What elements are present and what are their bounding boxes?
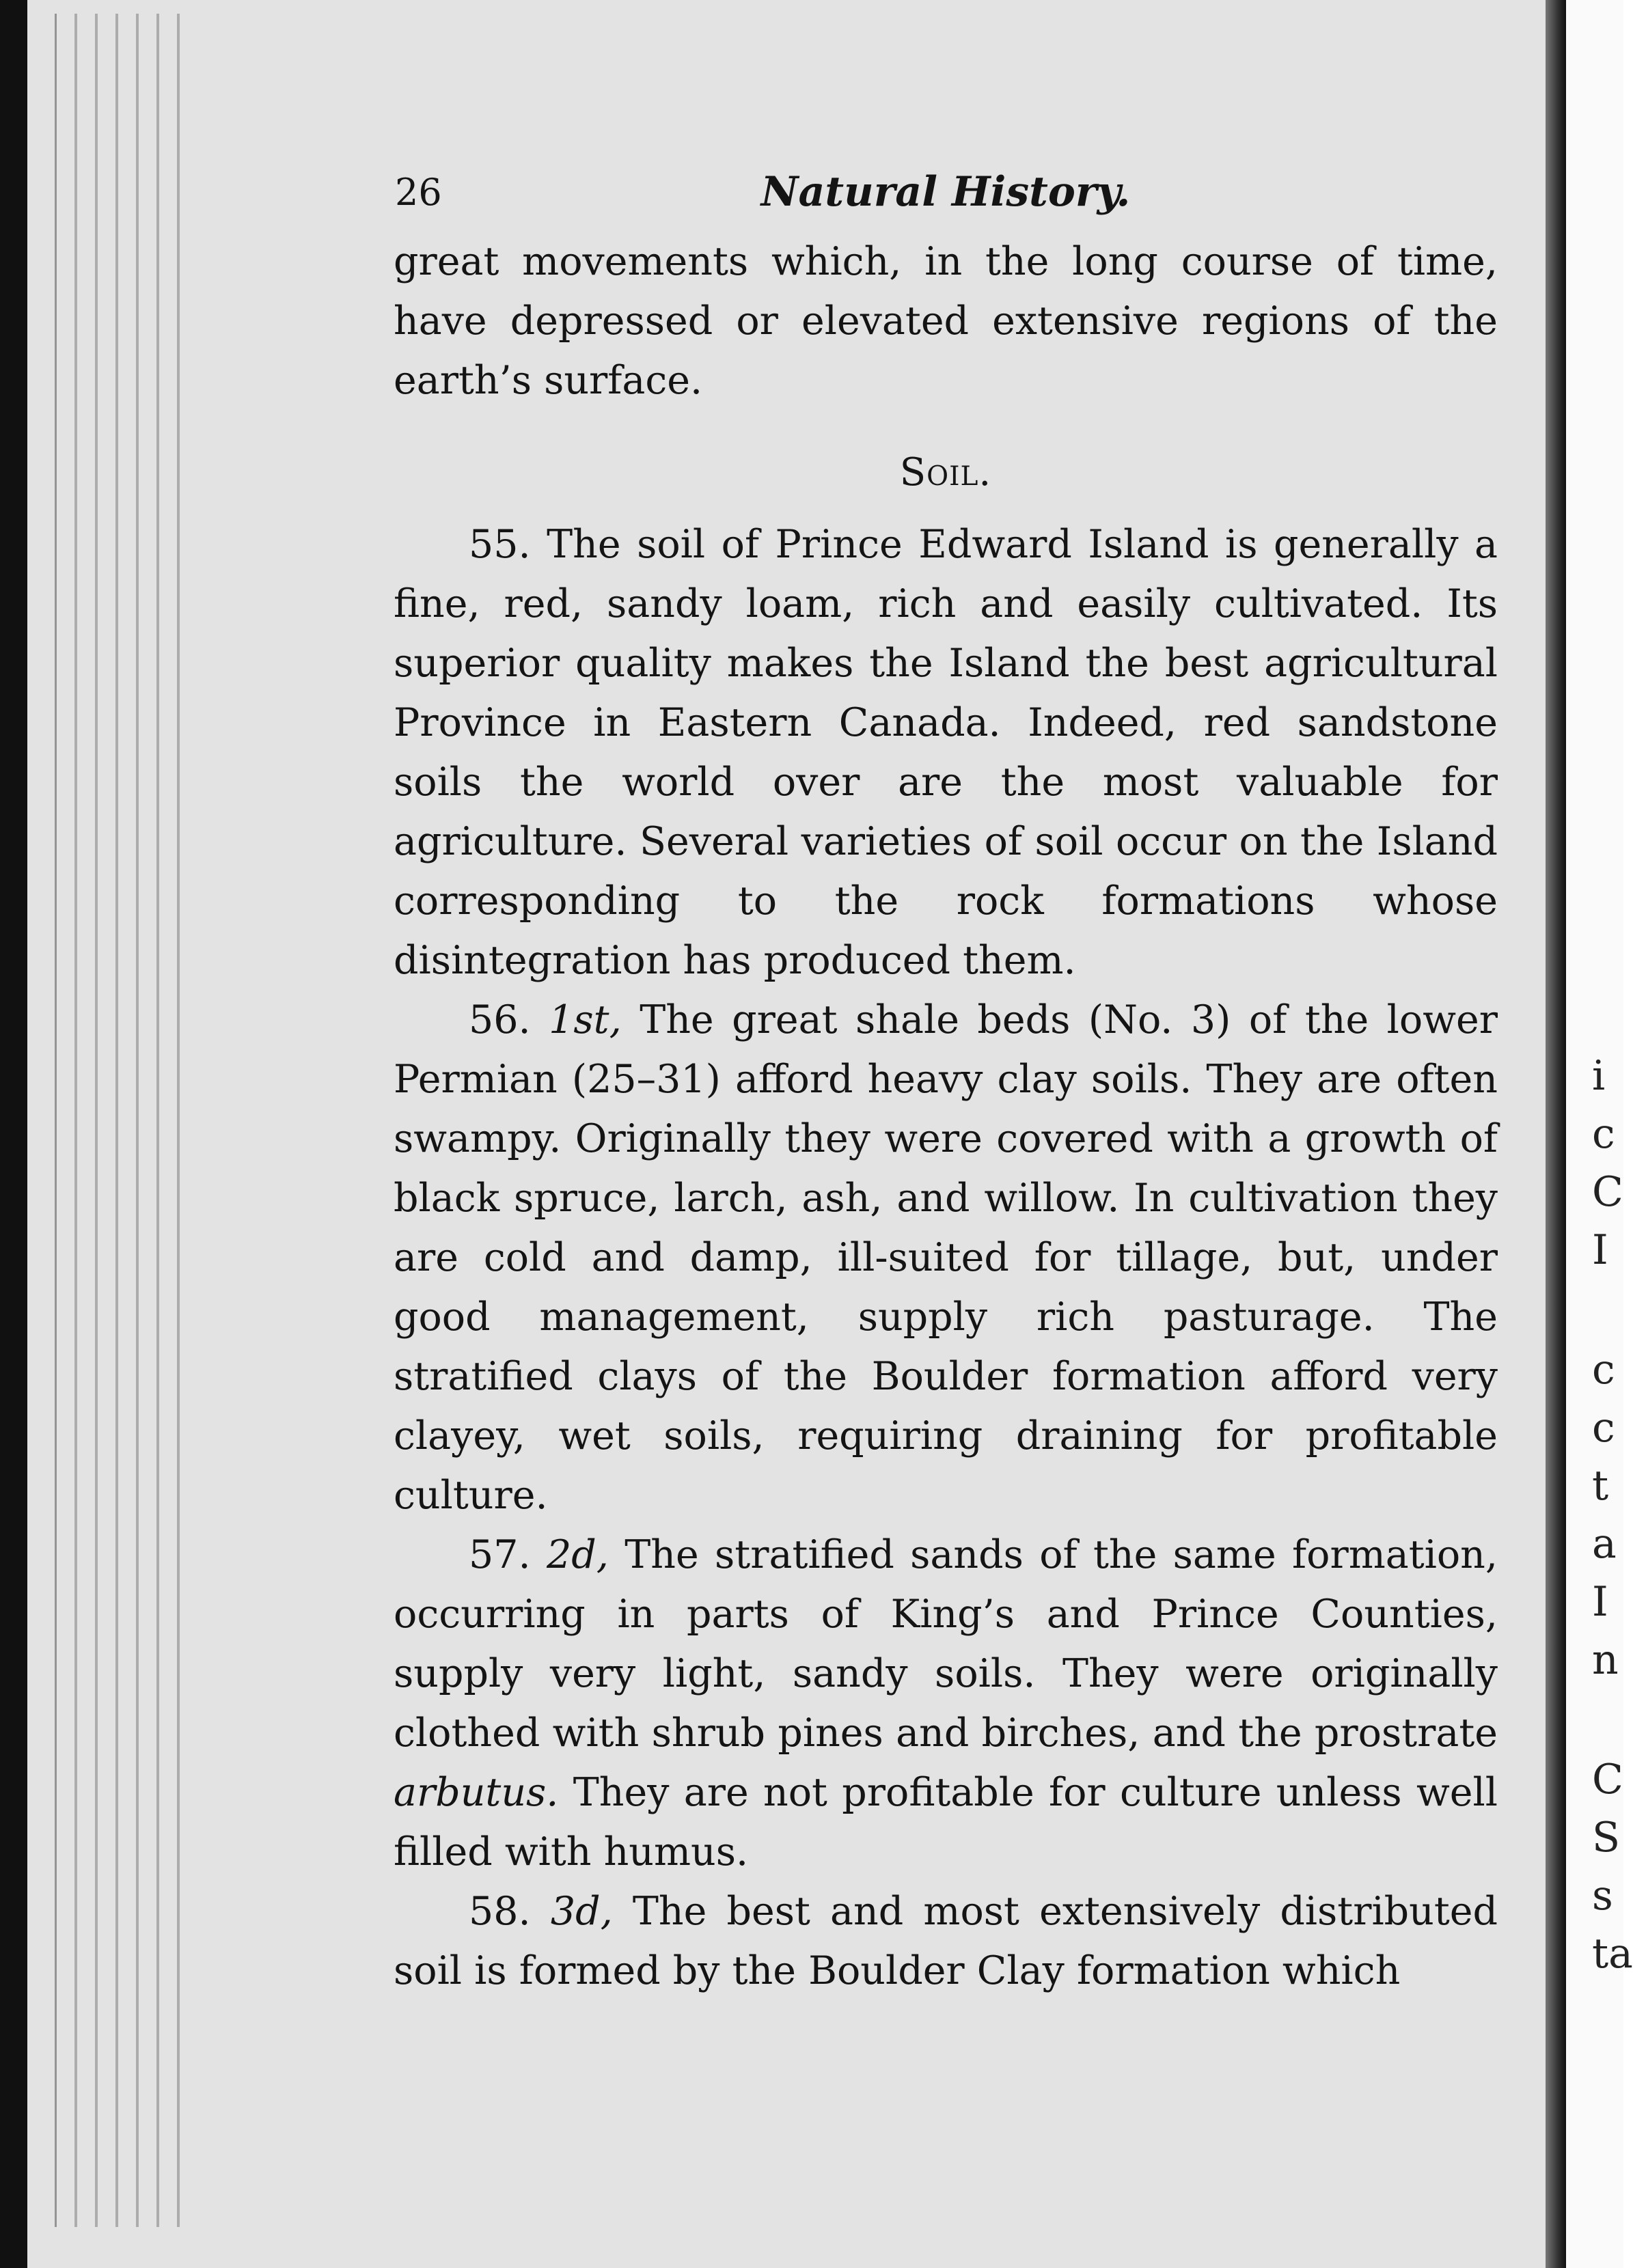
paragraph-number: 58. [469,1889,531,1934]
paragraph-label: 2d, [547,1532,609,1577]
paragraph-text: The stratified sands of the same formation, occurring in parts of King’s and Prince Counties, supply very light, sandy soils. They were originally clothed with shrub pines and birches, and the prostrate [394,1532,1498,1756]
section-heading: Soil. [899,450,992,495]
adjacent-fragment: S [1592,1814,1621,1862]
paragraph-text: The great shale beds (No. 3) of the lower Permian (25–31) afford heavy clay soils. They are often swampy. Originally they were covered with a growth of black spruce, larch, ash, and willow. In cultivation they are cold and damp, ill-suited for tillage, but, under good management, supply rich pasturage. The stratified clays of the Boulder formation afford very clayey, wet soils, requiring draining for profitable culture. [394,997,1498,1518]
paragraph-label: 3d, [550,1889,613,1934]
paragraph-number: 55. [469,522,531,567]
adjacent-fragment: ta [1592,1930,1633,1978]
italic-term: arbutus. [394,1770,559,1815]
adjacent-fragment: I [1592,1578,1608,1626]
adjacent-fragment: t [1592,1462,1609,1510]
running-title: Natural History. [760,168,1131,216]
paragraph-56 [394,991,1498,1525]
paragraph-number: 56. [469,997,531,1042]
opening-paragraph [394,232,1498,411]
adjacent-fragment: c [1592,1110,1615,1158]
adjacent-fragment: c [1592,1346,1615,1394]
adjacent-fragment: s [1592,1872,1613,1920]
paragraph-text: The soil of Prince Edward Island is generally a fine, red, sandy loam, rich and easily cultivated. Its superior quality makes the Island the best agricultural Province in Eastern Canada. Indeed, red sandstone soils the world over are the most valuable for agriculture. Several varieties of soil occur on the Island corresponding to the rock formations whose disintegration has produced them. [394,522,1498,983]
gutter-shadow [1546,0,1566,2268]
running-head [394,164,1498,232]
adjacent-fragment: I [1592,1226,1608,1274]
paragraph-57 [394,1525,1498,1882]
paragraph-55 [394,515,1498,991]
opening-text: great movements which, in the long course of time, have depressed or elevated extensive regions of the earth’s surface. [394,239,1498,403]
paragraph-text-continued: They are not profitable for culture unless well filled with humus. [394,1770,1498,1875]
paragraph-label: 1st, [549,997,622,1042]
adjacent-fragment: i [1592,1052,1606,1100]
adjacent-fragment: n [1592,1636,1619,1684]
paragraph-text: The best and most extensively distributed soil is formed by the Boulder Clay formation which [394,1889,1498,1993]
paragraph-number: 57. [469,1532,531,1577]
paragraph-58 [394,1882,1498,2001]
adjacent-fragment: c [1592,1404,1615,1452]
adjacent-fragment: C [1592,1168,1623,1216]
adjacent-fragment: a [1592,1520,1617,1568]
page-number: 26 [395,171,442,214]
adjacent-fragment: C [1592,1756,1623,1803]
text-block [394,164,1498,2001]
page-edges [55,14,187,2227]
